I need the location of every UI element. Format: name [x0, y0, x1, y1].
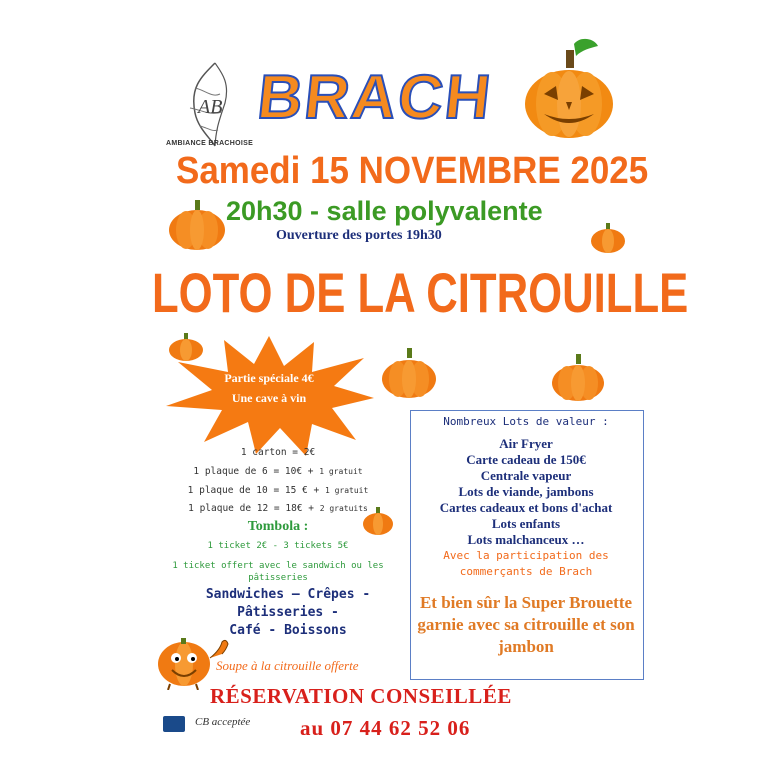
jack-o-lantern-icon	[522, 36, 616, 140]
price-line: 1 plaque de 6 = 10€ + 1 gratuit	[193, 466, 363, 477]
loto-title: LOTO DE LA CITROUILLE	[152, 261, 689, 324]
prize-item: Cartes cadeaux et bons d'achat	[439, 500, 613, 515]
food-line: Café - Boissons	[229, 623, 347, 638]
prize-item: Carte cadeau de 150€	[466, 452, 586, 467]
ambiance-brachoise-logo	[160, 58, 260, 150]
special-game-prize: Une cave à vin	[231, 391, 307, 405]
prize-item: Lots malchanceux …	[467, 532, 585, 547]
event-date: Samedi 15 NOVEMBRE 2025	[176, 150, 649, 192]
prizes-title: Nombreux Lots de valeur :	[443, 415, 609, 428]
doors-opening: Ouverture des portes 19h30	[276, 228, 442, 243]
prize-item: Lots enfants	[491, 516, 561, 531]
event-time-place: 20h30 - salle polyvalente	[226, 196, 543, 226]
prize-item: Lots de viande, jambons	[458, 484, 594, 499]
food-line: Pâtisseries -	[237, 605, 339, 620]
town-title: BRACH	[254, 63, 496, 132]
pumpkin-icon	[588, 222, 628, 254]
special-game-price: Partie spéciale 4€	[224, 371, 314, 385]
pumpkin-icon	[548, 352, 608, 402]
food-line: Sandwiches – Crêpes -	[205, 587, 371, 602]
tombola-title: Tombola :	[247, 519, 309, 534]
logo-initials: AB	[198, 96, 223, 118]
price-line: 1 plaque de 12 = 18€ + 2 gratuits	[188, 503, 368, 514]
prize-item: Centrale vapeur	[480, 468, 572, 483]
price-line: 1 plaque de 10 = 15 € + 1 gratuit	[187, 485, 369, 496]
cb-accepted: CB acceptée	[195, 716, 251, 728]
logo-text: AMBIANCE BRACHOISE	[166, 140, 254, 147]
prize-item: Air Fryer	[499, 436, 553, 451]
cb-card-icon	[163, 716, 185, 732]
pumpkin-icon	[164, 198, 230, 252]
pumpkin-icon	[378, 346, 440, 400]
brouette-prize: Et bien sûr la Super Brouette garnie avec sa citrouille et son jambon	[417, 593, 635, 656]
reservation-notice: RÉSERVATION CONSEILLÉE	[210, 684, 512, 708]
price-line: 1 carton = 2€	[240, 447, 316, 458]
partners-note: Avec la participation des commerçants de Brach	[443, 549, 609, 578]
tombola-offer: 1 ticket offert avec le sandwich ou les pâtisseries	[172, 561, 384, 583]
soup-offer: Soupe à la citrouille offerte	[216, 658, 359, 673]
phone-number: au 07 44 62 52 06	[300, 716, 471, 740]
tombola-tickets: 1 ticket 2€ - 3 tickets 5€	[207, 541, 349, 551]
